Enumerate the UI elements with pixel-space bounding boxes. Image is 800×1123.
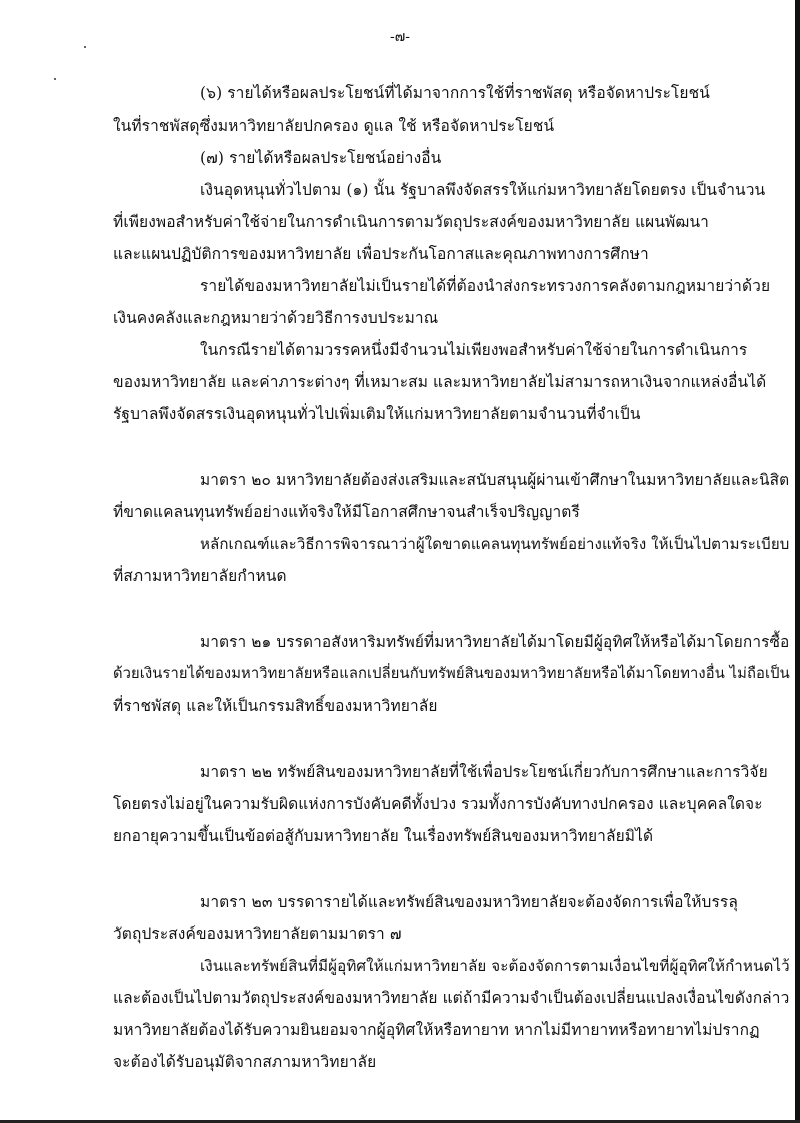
text-line: เงินอุดหนุนทั่วไปตาม (๑) นั้น รัฐบาลพึงจัดสรรให้แก่มหาวิทยาลัยโดยตรง เป็นจำนวน — [200, 181, 766, 199]
text-line: ที่ราชพัสดุ และให้เป็นกรรมสิทธิ์ของมหาวิทยาลัย — [113, 697, 438, 715]
text-line: ในที่ราชพัสดุซึ่งมหาวิทยาลัยปกครอง ดูแล ใช้ หรือจัดหาประโยชน์ — [113, 117, 555, 135]
text-line: ที่เพียงพอสำหรับค่าใช้จ่ายในการดำเนินการตามวัตถุประสงค์ของมหาวิทยาลัย แผนพัฒนา — [113, 213, 709, 231]
text-line: เงินคงคลังและกฎหมายว่าด้วยวิธีการงบประมาณ — [113, 309, 439, 327]
text-line: รัฐบาลพึงจัดสรรเงินอุดหนุนทั่วไปเพิ่มเติมให้แก่มหาวิทยาลัยตามจำนวนที่จำเป็น — [113, 405, 641, 423]
scan-speck — [54, 78, 56, 80]
text-line: มาตรา ๒๒ ทรัพย์สินของมหาวิทยาลัยที่ใช้เพื่อประโยชน์เกี่ยวกับการศึกษาและการวิจัย — [200, 763, 768, 781]
text-line: หลักเกณฑ์และวิธีการพิจารณาว่าผู้ใดขาดแคลนทุนทรัพย์อย่างแท้จริง ให้เป็นไปตามระเบียบ — [200, 535, 790, 553]
text-line: วัตถุประสงค์ของมหาวิทยาลัยตามมาตรา ๗ — [113, 925, 402, 943]
text-line: จะต้องได้รับอนุมัติจากสภามหาวิทยาลัย — [113, 1053, 377, 1071]
text-line: ที่ขาดแคลนทุนทรัพย์อย่างแท้จริงให้มีโอกาสศึกษาจนสำเร็จปริญญาตรี — [113, 503, 580, 521]
text-line: มหาวิทยาลัยต้องได้รับความยินยอมจากผู้อุทิศให้หรือทายาท หากไม่มีทายาทหรือทายาทไม่ปรากฏ — [113, 1021, 760, 1039]
text-line: โดยตรงไม่อยู่ในความรับผิดแห่งการบังคับคดีทั้งปวง รวมทั้งการบังคับทางปกครอง และบุคคลใดจะ — [113, 795, 763, 813]
scan-edge-right — [795, 0, 800, 1123]
page-number: -๗- — [390, 29, 410, 45]
scan-speck — [84, 46, 86, 48]
text-line: ที่สภามหาวิทยาลัยกำหนด — [113, 567, 287, 585]
text-line: เงินและทรัพย์สินที่มีผู้อุทิศให้แก่มหาวิทยาลัย จะต้องจัดการตามเงื่อนไขที่ผู้อุทิศให้กำหนดไว้ — [200, 957, 790, 975]
text-line: และต้องเป็นไปตามวัตถุประสงค์ของมหาวิทยาลัย แต่ถ้ามีความจำเป็นต้องเปลี่ยนแปลงเงื่อนไขดังกล่าว — [113, 989, 790, 1007]
text-line: ของมหาวิทยาลัย และค่าภาระต่างๆ ที่เหมาะสม และมหาวิทยาลัยไม่สามารถหาเงินจากแหล่งอื่นได้ — [113, 373, 767, 391]
text-line: ด้วยเงินรายได้ของมหาวิทยาลัยหรือแลกเปลี่ยนกับทรัพย์สินของมหาวิทยาลัยหรือได้มาโดยทางอื่น ไม่ถือเป็น — [113, 665, 790, 682]
text-line: (๗) รายได้หรือผลประโยชน์อย่างอื่น — [200, 149, 442, 167]
text-line: ยกอายุความขึ้นเป็นข้อต่อสู้กับมหาวิทยาลัย ในเรื่องทรัพย์สินของมหาวิทยาลัยมิได้ — [113, 827, 654, 845]
text-line: และแผนปฏิบัติการของมหาวิทยาลัย เพื่อประกันโอกาสและคุณภาพทางการศึกษา — [113, 245, 649, 263]
text-line: รายได้ของมหาวิทยาลัยไม่เป็นรายได้ที่ต้องนำส่งกระทรวงการคลังตามกฎหมายว่าด้วย — [200, 277, 771, 295]
text-line: (๖) รายได้หรือผลประโยชน์ที่ได้มาจากการใช้ที่ราชพัสดุ หรือจัดหาประโยชน์ — [200, 84, 710, 102]
text-line: มาตรา ๒๐ มหาวิทยาลัยต้องส่งเสริมและสนับสนุนผู้ผ่านเข้าศึกษาในมหาวิทยาลัยและนิสิต — [200, 471, 790, 489]
text-line: มาตรา ๒๑ บรรดาอสังหาริมทรัพย์ที่มหาวิทยาลัยได้มาโดยมีผู้อุทิศให้หรือได้มาโดยการซื้อ — [200, 633, 790, 651]
text-line: ในกรณีรายได้ตามวรรคหนึ่งมีจำนวนไม่เพียงพอสำหรับค่าใช้จ่ายในการดำเนินการ — [200, 341, 748, 359]
text-line: มาตรา ๒๓ บรรดารายได้และทรัพย์สินของมหาวิทยาลัยจะต้องจัดการเพื่อให้บรรลุ — [200, 893, 738, 911]
